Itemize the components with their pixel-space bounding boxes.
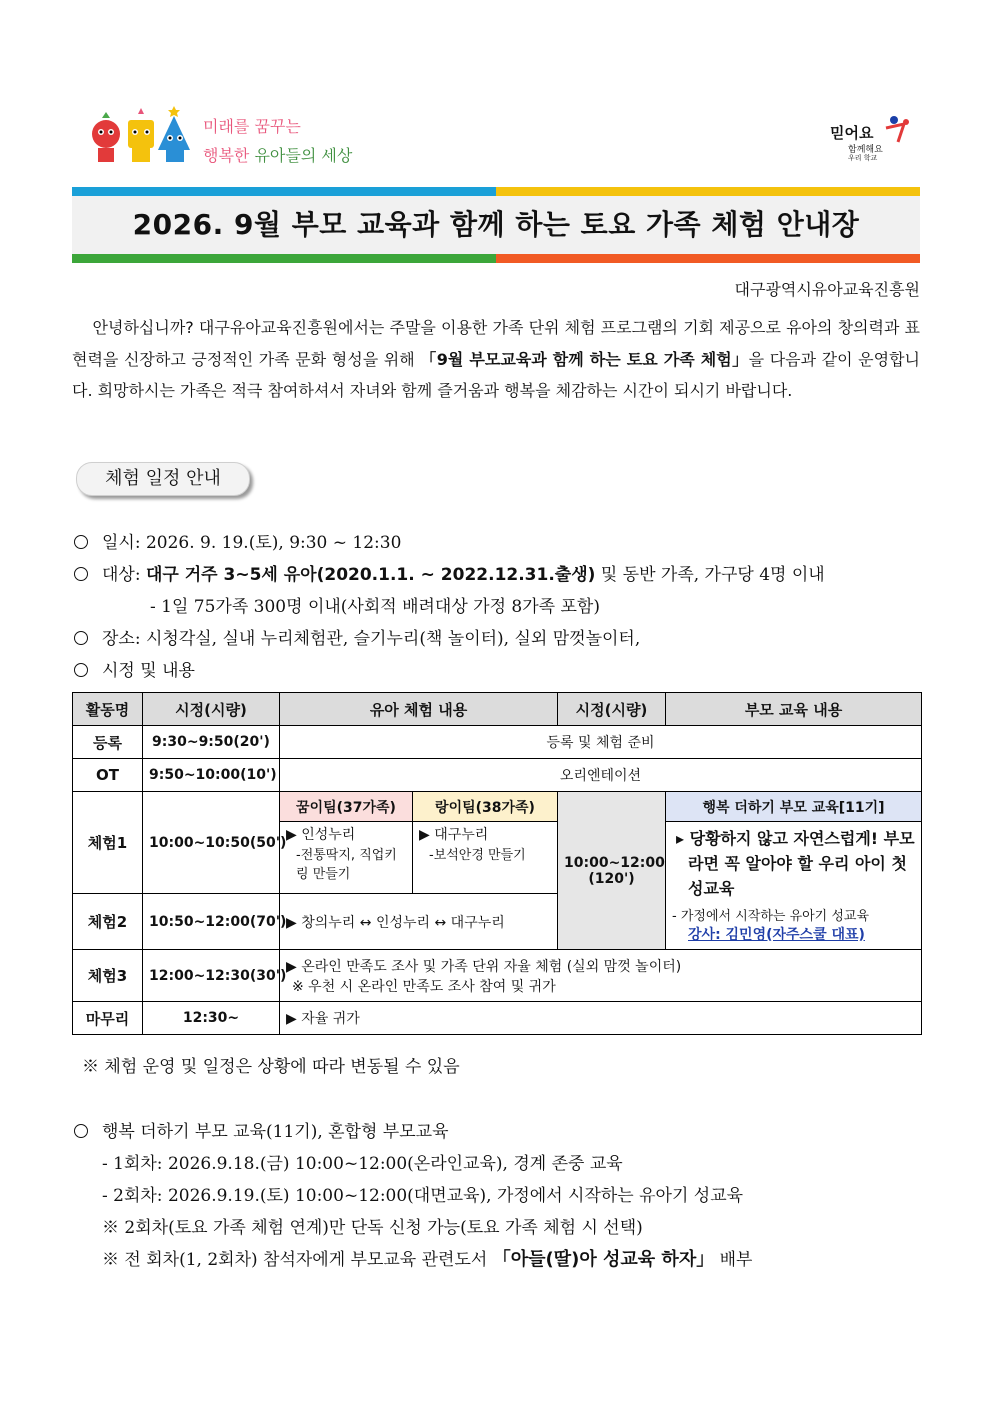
exp1-team-a-cell <box>280 822 413 894</box>
table-row-ot <box>73 759 922 792</box>
parent-edu-session-2: - 2회차: 2026.9.19.(토) 10:00~12:00(대면교육), 가정에서 시작하는 유아기 성교육 <box>102 1186 744 1206</box>
table-note: ※ 체험 운영 및 일정은 상황에 따라 변동될 수 있음 <box>82 1057 460 1077</box>
schedule-table <box>72 692 922 1035</box>
info-target-suffix: 및 동반 가족, 가구당 4명 이내 <box>595 565 825 585</box>
lecturer-name: 강사: 김민영(자주스쿨 대표) <box>688 927 865 943</box>
exp1-a-title: ▶ 인성누리 <box>286 827 356 843</box>
table-row-exp3 <box>73 950 922 1002</box>
slogan-line-1: 미래를 꿈꾸는 <box>203 117 301 136</box>
exp1-a-sub: -전통딱지, 직업키링 만들기 <box>296 848 397 882</box>
title-bar-green <box>72 254 496 263</box>
schedule-section-button: 체험 일정 안내 <box>76 462 250 496</box>
info-content <box>74 656 195 681</box>
exp2-content: ▶ 창의누리 ↔ 인성누리 ↔ 대구누리 <box>280 894 558 950</box>
mascot-logo <box>88 104 193 166</box>
circle-bullet-icon <box>74 1124 88 1138</box>
intro-paragraph <box>72 312 920 407</box>
parent-edu-note-2 <box>102 1245 752 1271</box>
exp1-b-sub: -보석안경 만들기 <box>429 848 526 863</box>
register-time: 9:30~9:50(20') <box>143 726 280 759</box>
intro-program-name: 「9월 부모교육과 함께 하는 토요 가족 체험」 <box>420 349 749 369</box>
header-time-2: 시정(시량) <box>558 693 666 726</box>
page-title: 2026. 9월 부모 교육과 함께 하는 토요 가족 체험 안내장 <box>132 208 860 241</box>
table-row-finish <box>73 1002 922 1035</box>
parent-edu-title: ▸ 당황하지 않고 자연스럽게! 부모라면 꼭 알아야 할 우리 아이 첫 성교육 <box>676 829 915 898</box>
parent-edu-sub: - 가정에서 시작하는 유아기 성교육 <box>672 909 870 924</box>
team-a: 꿈이팀(37가족) <box>280 792 413 822</box>
slogan-happy: 행복한 <box>203 146 250 165</box>
parent-edu-session-1: - 1회차: 2026.9.18.(금) 10:00~12:00(온라인교육), 경계 존중 교육 <box>102 1154 623 1174</box>
header-child-content: 유아 체험 내용 <box>280 693 558 726</box>
parent-time-range: 10:00~12:00 <box>564 854 665 871</box>
info-date-text: 일시: 2026. 9. 19.(토), 9:30 ~ 12:30 <box>102 533 402 553</box>
finish-time: 12:30~ <box>143 1002 280 1035</box>
info-target-bold: 대구 거주 3~5세 유아(2020.1.1. ~ 2022.12.31.출생) <box>145 565 596 585</box>
exp1-time: 10:00~10:50(50') <box>143 792 280 894</box>
header-time: 시정(시량) <box>143 693 280 726</box>
header-parent-content: 부모 교육 내용 <box>666 693 922 726</box>
ot-content: 오리엔테이션 <box>280 759 922 792</box>
parent-time <box>558 792 666 950</box>
exp2-time: 10:50~12:00(70') <box>143 894 280 950</box>
parent-content-cell <box>666 822 922 950</box>
title-bar-blue <box>72 187 496 196</box>
school-logo-sub: 함께해요 <box>848 145 883 155</box>
parent-edu-title-text: 당황하지 않고 자연스럽게! 부모라면 꼭 알아야 할 우리 아이 첫 성교육 <box>688 829 915 898</box>
exp1-team-b-cell <box>413 822 558 894</box>
school-logo-small: 우리 학교 <box>848 154 878 162</box>
organization-name: 대구광역시유아교육진흥원 <box>734 280 920 299</box>
intro-text-1: 안녕하십니까? 대구유아교육진흥원에서는 주말을 이용한 가족 단위 체험 프로그램의 기회 제공으로 유아의 창의력과 표현력을 신장하고 긍정적인 가족 문화 형성을 위해 <box>72 318 921 369</box>
circle-bullet-icon <box>74 567 88 581</box>
intro-text-2: 을 다음과 같이 운영합니다. 희망하시는 가족은 적극 참여하셔서 자녀와 함께 즐거움과 행복을 체감하는 시간이 되시기 바랍니다. <box>72 349 920 400</box>
info-target-sub: - 1일 75가족 300명 이내(사회적 배려대상 가정 8가족 포함) <box>150 597 600 617</box>
ot-time: 9:50~10:00(10') <box>143 759 280 792</box>
exp3-content-2: ※ 우천 시 온라인 만족도 조사 참여 및 귀가 <box>292 978 556 995</box>
register-content: 등록 및 체험 준비 <box>280 726 922 759</box>
note-2-suffix: 배부 <box>714 1250 753 1270</box>
title-bar-orange <box>496 254 920 263</box>
exp1-name: 체험1 <box>73 792 143 894</box>
slogan-line-2 <box>203 143 352 166</box>
table-row-register <box>73 726 922 759</box>
person-icon <box>884 114 914 144</box>
title-bar-yellow <box>496 187 920 196</box>
note-2-prefix: ※ 전 회차(1, 2회차) 참석자에게 부모교육 관련도서 <box>102 1250 493 1270</box>
parent-edu-title-line <box>74 1117 449 1142</box>
circle-bullet-icon <box>74 631 88 645</box>
header-activity: 활동명 <box>73 693 143 726</box>
exp3-time: 12:00~12:30(30') <box>143 950 280 1002</box>
info-target-prefix: 대상: <box>102 565 146 585</box>
team-b: 랑이팀(38가족) <box>413 792 558 822</box>
school-logo <box>818 114 918 164</box>
info-target <box>74 560 825 585</box>
finish-name: 마무리 <box>73 1002 143 1035</box>
circle-bullet-icon <box>74 535 88 549</box>
parent-header: 행복 더하기 부모 교육[11기] <box>666 792 922 822</box>
exp3-content-1: ▶ 온라인 만족도 조사 및 가족 단위 자율 체험 (실외 맘껏 놀이터) <box>286 958 682 975</box>
info-place <box>74 624 640 649</box>
finish-content: ▶ 자율 귀가 <box>280 1002 922 1035</box>
info-content-text: 시정 및 내용 <box>102 661 195 681</box>
parent-edu-note-1: ※ 2회차(토요 가족 체험 연계)만 단독 신청 가능(토요 가족 체험 시 선택) <box>102 1218 643 1238</box>
ot-name: OT <box>73 759 143 792</box>
exp3-name: 체험3 <box>73 950 143 1002</box>
slogan-world: 유아들의 세상 <box>254 146 353 165</box>
note-2-book-title: 「아들(딸)아 성교육 하자」 <box>492 1249 715 1270</box>
register-name: 등록 <box>73 726 143 759</box>
parent-time-duration: (120') <box>588 870 635 887</box>
circle-bullet-icon <box>74 663 88 677</box>
table-row-teams <box>73 792 922 822</box>
exp1-b-title: ▶ 대구누리 <box>419 827 489 843</box>
exp2-name: 체험2 <box>73 894 143 950</box>
table-header-row <box>73 693 922 726</box>
parent-edu-title-text-2: 행복 더하기 부모 교육(11기), 혼합형 부모교육 <box>102 1122 449 1142</box>
info-date <box>74 528 401 553</box>
school-logo-main: 믿어요 <box>830 124 874 142</box>
exp3-content-cell <box>280 950 922 1002</box>
info-place-text: 장소: 시청각실, 실내 누리체험관, 슬기누리(책 놀이터), 실외 맘껏놀이터, <box>102 629 641 649</box>
